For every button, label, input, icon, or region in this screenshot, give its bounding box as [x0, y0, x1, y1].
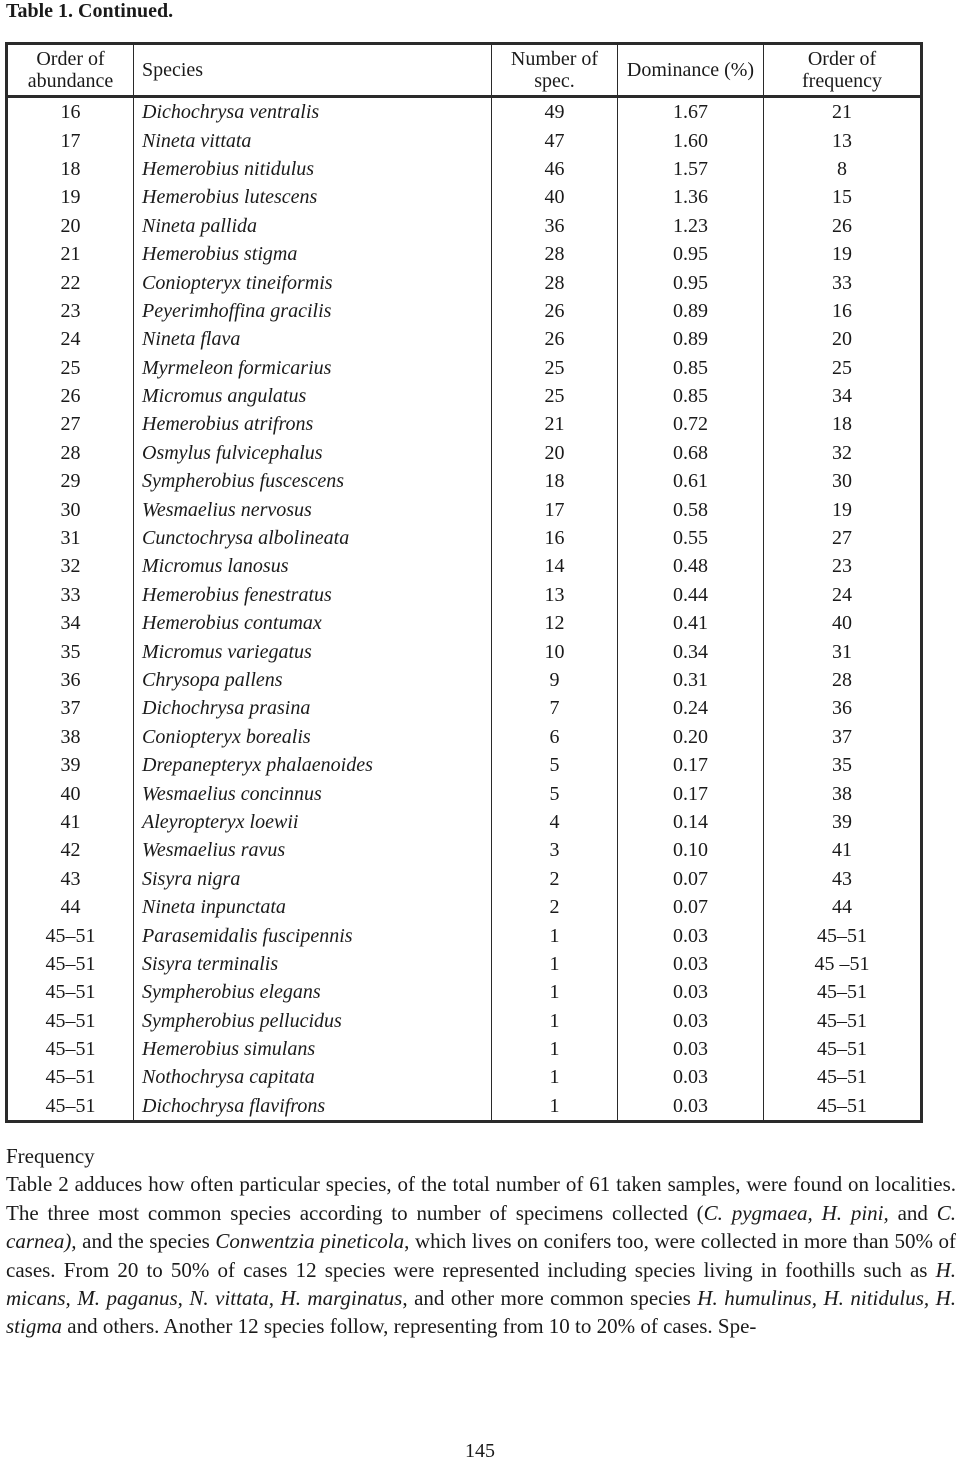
cell-dominance: 0.31 — [618, 666, 764, 694]
cell-dominance: 0.03 — [618, 921, 764, 949]
cell-dominance: 0.07 — [618, 893, 764, 921]
cell-species: Micromus angulatus — [134, 382, 492, 410]
cell-order-of-frequency: 8 — [837, 157, 847, 180]
cell-order-of-abundance: 32 — [7, 552, 134, 580]
table-header-row — [7, 44, 922, 97]
cell-number-of-spec: 26 — [492, 325, 618, 353]
cell-species: Sisyra nigra — [134, 865, 492, 893]
cell-dominance: 1.60 — [618, 126, 764, 154]
cell-order-of-abundance: 26 — [7, 382, 134, 410]
table-row — [7, 779, 922, 807]
cell-species: Nothochrysa capitata — [134, 1063, 492, 1091]
cell-dominance: 0.55 — [618, 524, 764, 552]
cell-order-of-frequency: 44 — [832, 896, 852, 919]
cell-species: Hemerobius fenestratus — [134, 581, 492, 609]
italic-text-segment: H. humulinus, H. nitidulus, H. stigma — [6, 1286, 957, 1339]
cell-species: Hemerobius simulans — [134, 1035, 492, 1063]
cell-dominance: 0.03 — [618, 1035, 764, 1063]
cell-order-of-frequency: 16 — [832, 299, 852, 322]
italic-text-segment: C. pygmaea, H. pini, — [703, 1200, 889, 1225]
cell-order-of-abundance: 22 — [7, 268, 134, 296]
cell-order-of-frequency: 37 — [832, 725, 852, 748]
table-row — [7, 978, 922, 1006]
table-row — [7, 581, 922, 609]
cell-species: Dichochrysa ventralis — [134, 97, 492, 127]
section-title: Frequency — [6, 1144, 95, 1168]
cell-number-of-spec: 7 — [492, 694, 618, 722]
cell-order-of-frequency: 34 — [832, 385, 852, 408]
table-row — [7, 893, 922, 921]
table-row — [7, 268, 922, 296]
cell-species: Peyerimhoffina gracilis — [134, 297, 492, 325]
cell-order-of-abundance: 45–51 — [7, 1035, 134, 1063]
cell-species: Sympherobius elegans — [134, 978, 492, 1006]
cell-order-of-frequency: 32 — [832, 441, 852, 464]
cell-order-of-frequency: 40 — [832, 612, 852, 635]
cell-order-of-abundance: 28 — [7, 439, 134, 467]
cell-order-of-abundance: 37 — [7, 694, 134, 722]
table-row — [7, 694, 922, 722]
cell-number-of-spec: 1 — [492, 1092, 618, 1122]
text-segment: and the species — [76, 1229, 216, 1254]
cell-order-of-frequency: 45–51 — [817, 1009, 867, 1032]
text-segment: , which lives on conifers too, were collected in more than 50% of cases. From 20 to 50% of cases 12 species were represented including species living in foothills such as — [6, 1229, 956, 1282]
cell-dominance: 1.67 — [618, 97, 764, 127]
table-row — [7, 183, 922, 211]
cell-dominance: 0.24 — [618, 694, 764, 722]
cell-order-of-frequency: 19 — [832, 243, 852, 266]
table-row — [7, 836, 922, 864]
cell-dominance: 0.03 — [618, 978, 764, 1006]
cell-number-of-spec: 4 — [492, 808, 618, 836]
table-row — [7, 97, 922, 127]
cell-order-of-abundance: 21 — [7, 240, 134, 268]
cell-number-of-spec: 26 — [492, 297, 618, 325]
cell-order-of-abundance: 41 — [7, 808, 134, 836]
table-row — [7, 524, 922, 552]
cell-species: Parasemidalis fuscipennis — [134, 921, 492, 949]
cell-species: Hemerobius contumax — [134, 609, 492, 637]
cell-number-of-spec: 18 — [492, 467, 618, 495]
table-row — [7, 155, 922, 183]
table-row — [7, 723, 922, 751]
italic-text-segment: Conwentzia pineticola — [215, 1229, 405, 1254]
cell-order-of-abundance: 31 — [7, 524, 134, 552]
cell-species: Nineta inpunctata — [134, 893, 492, 921]
header-species: Species — [134, 44, 492, 97]
table-row — [7, 609, 922, 637]
cell-order-of-abundance: 35 — [7, 637, 134, 665]
cell-order-of-abundance: 34 — [7, 609, 134, 637]
cell-species: Coniopteryx tineiformis — [134, 268, 492, 296]
cell-order-of-abundance: 16 — [7, 97, 134, 127]
cell-species: Sisyra terminalis — [134, 950, 492, 978]
cell-order-of-abundance: 45–51 — [7, 978, 134, 1006]
cell-order-of-abundance: 19 — [7, 183, 134, 211]
cell-order-of-abundance: 39 — [7, 751, 134, 779]
cell-number-of-spec: 1 — [492, 1035, 618, 1063]
cell-number-of-spec: 13 — [492, 581, 618, 609]
table-row — [7, 354, 922, 382]
cell-order-of-frequency: 20 — [832, 328, 852, 351]
cell-order-of-frequency: 25 — [832, 356, 852, 379]
cell-dominance: 0.14 — [618, 808, 764, 836]
cell-order-of-abundance: 18 — [7, 155, 134, 183]
table-row — [7, 751, 922, 779]
cell-order-of-abundance: 45–51 — [7, 1063, 134, 1091]
cell-number-of-spec: 10 — [492, 637, 618, 665]
cell-number-of-spec: 46 — [492, 155, 618, 183]
cell-species: Osmylus fulvicephalus — [134, 439, 492, 467]
cell-species: Wesmaelius ravus — [134, 836, 492, 864]
cell-species: Wesmaelius nervosus — [134, 495, 492, 523]
cell-order-of-abundance: 23 — [7, 297, 134, 325]
cell-species: Sympherobius pellucidus — [134, 1007, 492, 1035]
text-segment: and — [888, 1200, 937, 1225]
cell-number-of-spec: 16 — [492, 524, 618, 552]
cell-order-of-frequency: 18 — [832, 413, 852, 436]
cell-order-of-frequency: 21 — [832, 101, 852, 124]
cell-dominance: 0.34 — [618, 637, 764, 665]
cell-order-of-frequency: 27 — [832, 527, 852, 550]
cell-species: Drepanepteryx phalaenoides — [134, 751, 492, 779]
cell-dominance: 0.68 — [618, 439, 764, 467]
cell-order-of-abundance: 40 — [7, 779, 134, 807]
cell-dominance: 0.03 — [618, 1092, 764, 1122]
table-row — [7, 439, 922, 467]
cell-order-of-abundance: 20 — [7, 212, 134, 240]
cell-dominance: 1.36 — [618, 183, 764, 211]
cell-number-of-spec: 40 — [492, 183, 618, 211]
cell-order-of-abundance: 44 — [7, 893, 134, 921]
cell-dominance: 0.07 — [618, 865, 764, 893]
table-row — [7, 240, 922, 268]
cell-species: Cunctochrysa albolineata — [134, 524, 492, 552]
cell-number-of-spec: 9 — [492, 666, 618, 694]
cell-order-of-frequency: 35 — [832, 754, 852, 777]
table-row — [7, 921, 922, 949]
cell-order-of-frequency: 30 — [832, 470, 852, 493]
cell-number-of-spec: 1 — [492, 1063, 618, 1091]
cell-number-of-spec: 17 — [492, 495, 618, 523]
cell-order-of-frequency: 43 — [832, 867, 852, 890]
table-row — [7, 325, 922, 353]
cell-species: Dichochrysa flavifrons — [134, 1092, 492, 1122]
cell-order-of-frequency: 23 — [832, 555, 852, 578]
cell-dominance: 0.89 — [618, 297, 764, 325]
cell-number-of-spec: 1 — [492, 978, 618, 1006]
cell-order-of-frequency: 45–51 — [817, 981, 867, 1004]
cell-number-of-spec: 2 — [492, 893, 618, 921]
table-row — [7, 865, 922, 893]
cell-species: Nineta flava — [134, 325, 492, 353]
cell-dominance: 0.95 — [618, 268, 764, 296]
cell-order-of-frequency: 33 — [832, 271, 852, 294]
table-row — [7, 382, 922, 410]
cell-number-of-spec: 28 — [492, 268, 618, 296]
table-row — [7, 212, 922, 240]
cell-species: Hemerobius nitidulus — [134, 155, 492, 183]
cell-order-of-abundance: 45–51 — [7, 1007, 134, 1035]
cell-number-of-spec: 28 — [492, 240, 618, 268]
cell-order-of-abundance: 36 — [7, 666, 134, 694]
table-row — [7, 552, 922, 580]
cell-order-of-abundance: 38 — [7, 723, 134, 751]
italic-text-segment: H. micans, M. paganus, N. vittata, H. marginatus — [6, 1257, 956, 1311]
table-row — [7, 950, 922, 978]
table-row — [7, 1035, 922, 1063]
table-row — [7, 126, 922, 154]
frequency-paragraph — [6, 1170, 956, 1340]
cell-dominance: 0.03 — [618, 1063, 764, 1091]
cell-order-of-frequency: 45–51 — [817, 1038, 867, 1061]
header-dominance: Dominance (%) — [618, 44, 764, 97]
cell-order-of-frequency: 41 — [832, 839, 852, 862]
cell-dominance: 0.85 — [618, 354, 764, 382]
cell-order-of-frequency: 45–51 — [817, 924, 867, 947]
cell-order-of-abundance: 17 — [7, 126, 134, 154]
cell-number-of-spec: 49 — [492, 97, 618, 127]
cell-order-of-frequency: 28 — [832, 669, 852, 691]
header-order-of-abundance: Order of abundance — [7, 44, 134, 97]
cell-order-of-abundance: 45–51 — [7, 921, 134, 949]
cell-dominance: 0.03 — [618, 1007, 764, 1035]
cell-order-of-abundance: 25 — [7, 354, 134, 382]
cell-species: Hemerobius lutescens — [134, 183, 492, 211]
table-row — [7, 410, 922, 438]
cell-number-of-spec: 6 — [492, 723, 618, 751]
cell-order-of-frequency: 38 — [832, 782, 852, 805]
cell-number-of-spec: 1 — [492, 1007, 618, 1035]
cell-order-of-abundance: 45–51 — [7, 950, 134, 978]
cell-dominance: 0.44 — [618, 581, 764, 609]
text-segment: and others. Another 12 species follow, representing from 10 to 20% of cases. Spe- — [62, 1314, 757, 1339]
cell-dominance: 0.95 — [618, 240, 764, 268]
table-row — [7, 1092, 922, 1122]
cell-number-of-spec: 21 — [492, 410, 618, 438]
cell-dominance: 0.61 — [618, 467, 764, 495]
cell-order-of-abundance: 33 — [7, 581, 134, 609]
cell-number-of-spec: 12 — [492, 609, 618, 637]
cell-species: Micromus variegatus — [134, 637, 492, 665]
table-row — [7, 666, 922, 694]
table-body — [7, 97, 922, 1122]
cell-dominance: 1.57 — [618, 155, 764, 183]
cell-number-of-spec: 36 — [492, 212, 618, 240]
cell-dominance: 1.23 — [618, 212, 764, 240]
cell-order-of-frequency: 45 –51 — [814, 952, 870, 975]
table-row — [7, 808, 922, 836]
species-table — [5, 42, 923, 1123]
cell-dominance: 0.17 — [618, 751, 764, 779]
cell-number-of-spec: 2 — [492, 865, 618, 893]
cell-number-of-spec: 25 — [492, 382, 618, 410]
cell-dominance: 0.17 — [618, 779, 764, 807]
cell-order-of-frequency: 19 — [832, 498, 852, 521]
cell-order-of-frequency: 36 — [832, 697, 852, 720]
page-number: 145 — [465, 1440, 495, 1462]
cell-number-of-spec: 25 — [492, 354, 618, 382]
table-row — [7, 637, 922, 665]
cell-number-of-spec: 1 — [492, 950, 618, 978]
header-order-of-frequency: Order of frequency — [764, 44, 922, 97]
cell-dominance: 0.10 — [618, 836, 764, 864]
text-segment: Table 2 adduces how often particular species, of the total number of 61 taken samples, were found on localities. The three most common species according to number of specimens collected ( — [6, 1172, 956, 1225]
cell-dominance: 0.48 — [618, 552, 764, 580]
cell-dominance: 0.89 — [618, 325, 764, 353]
cell-species: Hemerobius stigma — [134, 240, 492, 268]
cell-dominance: 0.58 — [618, 495, 764, 523]
cell-order-of-frequency: 26 — [832, 214, 852, 237]
cell-dominance: 0.41 — [618, 609, 764, 637]
cell-species: Coniopteryx borealis — [134, 723, 492, 751]
cell-species: Sympherobius fuscescens — [134, 467, 492, 495]
cell-order-of-abundance: 42 — [7, 836, 134, 864]
cell-dominance: 0.20 — [618, 723, 764, 751]
cell-species: Wesmaelius concinnus — [134, 779, 492, 807]
table-row — [7, 1063, 922, 1091]
cell-order-of-frequency: 13 — [832, 129, 852, 152]
cell-species: Hemerobius atrifrons — [134, 410, 492, 438]
cell-number-of-spec: 1 — [492, 921, 618, 949]
table-caption: Table 1. Continued. — [6, 0, 174, 22]
cell-order-of-frequency: 45–51 — [817, 1066, 867, 1089]
cell-order-of-abundance: 24 — [7, 325, 134, 353]
header-number-of-spec: Number of spec. — [492, 44, 618, 97]
cell-dominance: 0.85 — [618, 382, 764, 410]
cell-species: Nineta pallida — [134, 212, 492, 240]
cell-species: Myrmeleon formicarius — [134, 354, 492, 382]
cell-order-of-abundance: 27 — [7, 410, 134, 438]
table-row — [7, 467, 922, 495]
italic-text-segment: C. carnea), — [6, 1200, 956, 1254]
table-row — [7, 297, 922, 325]
cell-species: Chrysopa pallens — [134, 666, 492, 694]
cell-order-of-frequency: 31 — [832, 640, 852, 663]
cell-order-of-abundance: 29 — [7, 467, 134, 495]
cell-species: Nineta vittata — [134, 126, 492, 154]
table-row — [7, 495, 922, 523]
text-segment: , and other more common species — [402, 1286, 698, 1311]
cell-species: Aleyropteryx loewii — [134, 808, 492, 836]
body-text — [6, 1142, 956, 1341]
cell-number-of-spec: 47 — [492, 126, 618, 154]
cell-dominance: 0.03 — [618, 950, 764, 978]
cell-number-of-spec: 20 — [492, 439, 618, 467]
cell-order-of-abundance: 43 — [7, 865, 134, 893]
cell-order-of-abundance: 30 — [7, 495, 134, 523]
cell-order-of-frequency: 15 — [832, 186, 852, 209]
table-row — [7, 1007, 922, 1035]
cell-number-of-spec: 5 — [492, 779, 618, 807]
cell-order-of-frequency: 24 — [832, 583, 852, 606]
cell-order-of-abundance: 45–51 — [7, 1092, 134, 1122]
cell-number-of-spec: 14 — [492, 552, 618, 580]
cell-number-of-spec: 3 — [492, 836, 618, 864]
cell-dominance: 0.72 — [618, 410, 764, 438]
cell-species: Micromus lanosus — [134, 552, 492, 580]
cell-order-of-frequency: 39 — [832, 810, 852, 833]
cell-species: Dichochrysa prasina — [134, 694, 492, 722]
cell-order-of-frequency: 45–51 — [817, 1094, 867, 1117]
cell-number-of-spec: 5 — [492, 751, 618, 779]
